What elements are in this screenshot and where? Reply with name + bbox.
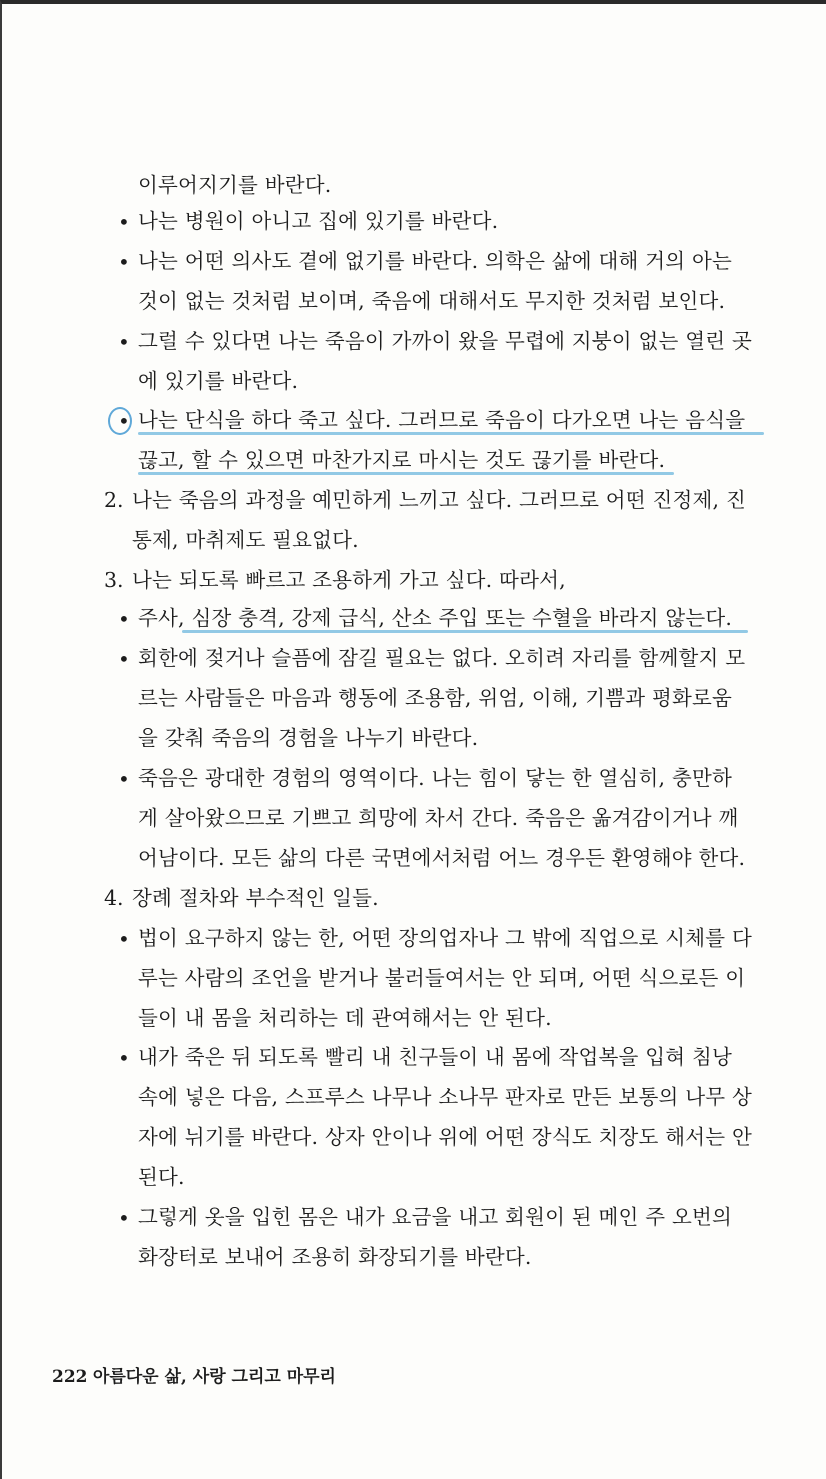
text-line: 게 살아왔으므로 기쁘고 희망에 차서 간다. 죽음은 옮겨감이거나 깨 bbox=[138, 806, 739, 830]
page-number: 222 bbox=[52, 1367, 88, 1387]
text-line: 나는 단식을 하다 죽고 싶다. 그러므로 죽음이 다가오면 나는 음식을 bbox=[138, 408, 746, 432]
highlight-underline bbox=[138, 472, 674, 475]
highlight-underline bbox=[182, 630, 748, 633]
text-line: 나는 병원이 아니고 집에 있기를 바란다. bbox=[138, 209, 499, 233]
text-line: 통제, 마취제도 필요없다. bbox=[132, 528, 359, 552]
bullet-mark: • bbox=[118, 647, 130, 671]
book-title: 아름다운 삶, 사랑 그리고 마무리 bbox=[92, 1367, 336, 1387]
bullet-mark: • bbox=[118, 250, 130, 274]
highlight-underline bbox=[138, 432, 764, 435]
bullet-mark: • bbox=[118, 1046, 130, 1070]
bullet-mark: • bbox=[118, 767, 130, 791]
bullet-mark: • bbox=[118, 927, 130, 951]
bullet-mark: • bbox=[118, 409, 130, 433]
text-line: 이루어지기를 바란다. bbox=[138, 173, 332, 197]
text-line: 주사, 심장 충격, 강제 급식, 산소 주입 또는 수혈을 바라지 않는다. bbox=[138, 606, 733, 630]
text-line: 법이 요구하지 않는 한, 어떤 장의업자나 그 밖에 직업으로 시체를 다 bbox=[138, 926, 752, 950]
item-number: 4. bbox=[104, 886, 124, 910]
bullet-mark: • bbox=[118, 210, 130, 234]
item-number: 2. bbox=[104, 488, 124, 512]
text-line: 것이 없는 것처럼 보이며, 죽음에 대해서도 무지한 것처럼 보인다. bbox=[138, 289, 726, 313]
text-line: 들이 내 몸을 처리하는 데 관여해서는 안 된다. bbox=[138, 1006, 552, 1030]
text-line: 자에 뉘기를 바란다. 상자 안이나 위에 어떤 장식도 치장도 해서는 안 bbox=[138, 1125, 752, 1149]
text-line: 에 있기를 바란다. bbox=[138, 369, 299, 393]
page-footer bbox=[52, 1366, 336, 1388]
text-line: 을 갖춰 죽음의 경험을 나누기 바란다. bbox=[138, 726, 479, 750]
bullet-mark: • bbox=[118, 330, 130, 354]
text-line: 나는 죽음의 과정을 예민하게 느끼고 싶다. 그러므로 어떤 진정제, 진 bbox=[132, 488, 746, 512]
text-line: 장례 절차와 부수적인 일들. bbox=[132, 886, 379, 910]
text-line: 된다. bbox=[138, 1165, 185, 1189]
text-line: 회한에 젖거나 슬픔에 잠길 필요는 없다. 오히려 자리를 함께할지 모 bbox=[138, 646, 746, 670]
text-line: 화장터로 보내어 조용히 화장되기를 바란다. bbox=[138, 1245, 532, 1269]
text-line: 그럴 수 있다면 나는 죽음이 가까이 왔을 무렵에 지붕이 없는 열린 곳 bbox=[138, 329, 752, 353]
bullet-mark: • bbox=[118, 607, 130, 631]
text-line: 끊고, 할 수 있으면 마찬가지로 마시는 것도 끊기를 바란다. bbox=[138, 448, 666, 472]
text-line: 내가 죽은 뒤 되도록 빨리 내 친구들이 내 몸에 작업복을 입혀 침낭 bbox=[138, 1045, 732, 1069]
text-line: 르는 사람들은 마음과 행동에 조용함, 위엄, 이해, 기쁨과 평화로움 bbox=[138, 686, 732, 710]
text-line: 그렇게 옷을 입힌 몸은 내가 요금을 내고 회원이 된 메인 주 오번의 bbox=[138, 1205, 732, 1229]
text-line: 어남이다. 모든 삶의 다른 국면에서처럼 어느 경우든 환영해야 한다. bbox=[138, 846, 746, 870]
item-number: 3. bbox=[104, 568, 124, 592]
text-line: 죽음은 광대한 경험의 영역이다. 나는 힘이 닿는 한 열심히, 충만하 bbox=[138, 766, 732, 790]
text-line: 나는 어떤 의사도 곁에 없기를 바란다. 의학은 삶에 대해 거의 아는 bbox=[138, 249, 732, 273]
text-line: 나는 되도록 빠르고 조용하게 가고 싶다. 따라서, bbox=[132, 568, 566, 592]
text-line: 속에 넣은 다음, 스프루스 나무나 소나무 판자로 만든 보통의 나무 상 bbox=[138, 1085, 752, 1109]
text-line: 루는 사람의 조언을 받거나 불러들여서는 안 되며, 어떤 식으로든 이 bbox=[138, 966, 746, 990]
bullet-mark: • bbox=[118, 1206, 130, 1230]
